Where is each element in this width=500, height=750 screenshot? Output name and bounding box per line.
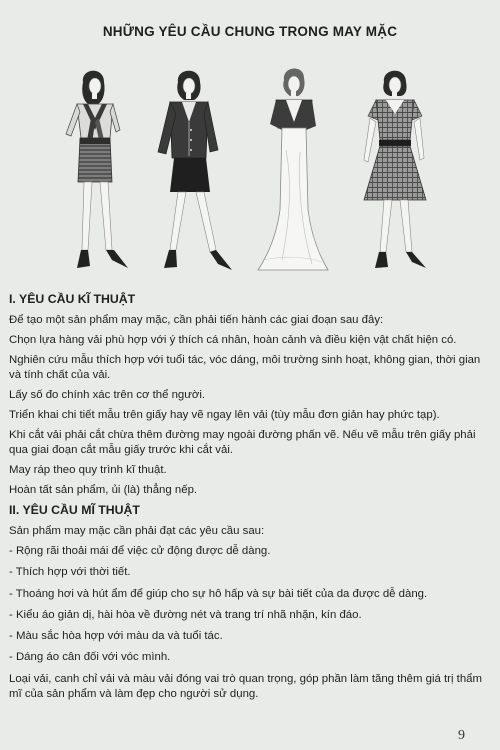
woman-scarf-dress-icon: [66, 71, 128, 268]
requirements-list: [9, 544, 494, 665]
list-item: - Dáng áo cân đối với vóc mình.: [9, 651, 171, 664]
woman-bolero-gown-icon: [258, 68, 328, 270]
fashion-illustrations: [50, 60, 450, 285]
page-title: NHỮNG YÊU CẦU CHUNG TRONG MAY MẶC: [102, 24, 398, 39]
page-content: [9, 292, 494, 707]
page-number: 9: [458, 728, 465, 743]
list-item: - Kiểu áo giản dị, hài hòa về đường nét và trang trí nhã nhặn, kín đáo.: [9, 608, 362, 621]
paragraph: May ráp theo quy trình kĩ thuật.: [9, 464, 167, 476]
paragraph: Sản phẩm may mặc cần phải đạt các yêu cầu sau:: [9, 525, 265, 537]
paragraph: Nghiên cứu mẫu thích hợp với tuổi tác, vóc dáng, môi trường sinh hoạt, không gian, thời gian và tính chất của vải.: [9, 354, 481, 381]
woman-plaid-dress-icon: [364, 71, 426, 268]
section-heading-technical: I. YÊU CẦU KĨ THUẬT: [9, 292, 136, 306]
paragraph: Lấy số đo chính xác trên cơ thể người.: [9, 389, 206, 401]
section-heading-aesthetic: II. YÊU CẦU MĨ THUẬT: [9, 503, 140, 517]
paragraph: Khi cắt vải phải cắt chừa thêm đường may ngoài đường phấn vẽ. Nếu vẽ mẫu trên giấy phải qua giai đoạn cắt mẫu giấy trước khi cắt vải.: [9, 429, 476, 456]
woman-jacket-skirt-icon: [158, 71, 232, 270]
list-item: - Thoáng hơi và hút ẩm để giúp cho sự hô hấp và sự bài tiết của da được dễ dàng.: [9, 587, 428, 600]
paragraph: Hoàn tất sản phẩm, ủi (là) thẳng nếp.: [9, 484, 198, 496]
paragraph: Để tạo một sản phẩm may mặc, cần phải tiến hành các giai đoạn sau đây:: [9, 314, 384, 326]
paragraph: Chọn lựa hàng vải phù hợp với ý thích cá nhân, hoàn cảnh và điều kiện vật chất hiện có.: [9, 334, 457, 346]
list-item: - Rộng rãi thoải mái để việc cử động được dễ dàng.: [9, 545, 271, 557]
list-item: - Màu sắc hòa hợp với màu da và tuổi tác.: [9, 630, 223, 643]
paragraph: Triển khai chi tiết mẫu trên giấy hay vẽ ngay lên vải (tùy mẫu đơn giản hay phức tạp).: [9, 409, 440, 421]
list-item: - Thích hợp với thời tiết.: [9, 566, 131, 579]
closing-paragraph: Loại vải, canh chỉ vải và màu vải đóng vai trò quan trọng, góp phần làm tăng thêm giá trị thẩm mĩ của sản phẩm và làm đẹp cho người sử dụng.: [9, 672, 482, 700]
